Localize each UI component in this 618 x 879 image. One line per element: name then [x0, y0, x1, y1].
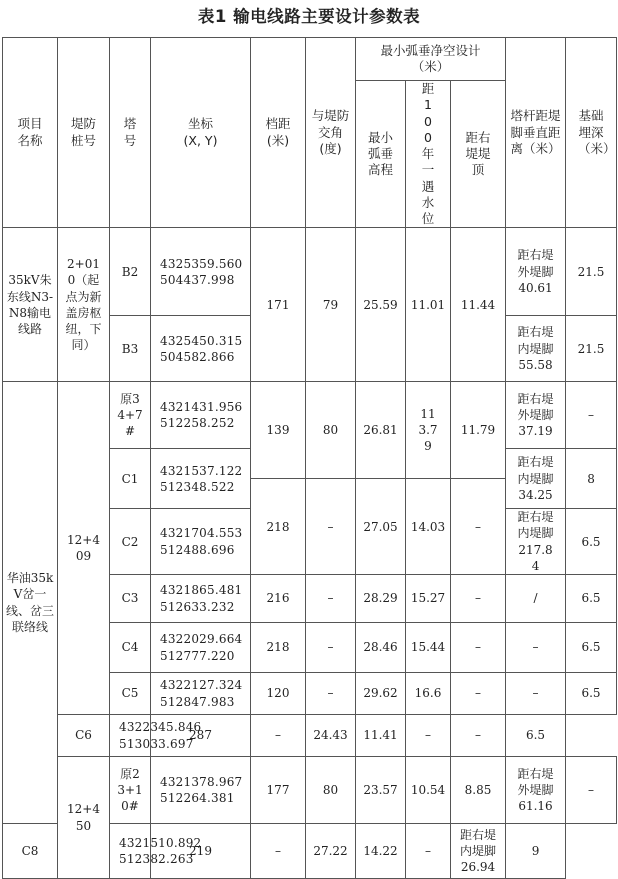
span: 120	[251, 673, 306, 715]
to-dike: –	[451, 575, 506, 623]
to-dike: –	[406, 715, 451, 757]
header-depth: 基础埋深（米）	[566, 38, 617, 228]
header-to-flood: 距100年一遇水位	[406, 81, 451, 228]
to-flood: 11.01	[406, 228, 451, 382]
min-sag: 26.81	[356, 382, 406, 479]
to-dike: 8.85	[451, 757, 506, 824]
angle: 80	[306, 382, 356, 479]
header-tower: 塔号	[110, 38, 151, 228]
header-tower-dist: 塔杆距堤脚垂直距离（米）	[506, 38, 566, 228]
angle: 80	[306, 757, 356, 824]
coordinate: 4321378.967 512264.381	[151, 757, 251, 824]
tower-id: C3	[110, 575, 151, 623]
depth: 9	[506, 824, 566, 879]
tower-id: C8	[3, 824, 58, 879]
min-sag: 28.46	[356, 623, 406, 673]
header-to-dike: 距右堤堤顶	[451, 81, 506, 228]
min-sag: 28.29	[356, 575, 406, 623]
min-sag: 27.22	[306, 824, 356, 879]
depth: 8	[566, 449, 617, 509]
coordinate: 4321704.553 512488.696	[151, 509, 251, 575]
table-title: 表1 输电线路主要设计参数表	[197, 7, 421, 26]
coordinate: 4325450.315 504582.866	[151, 316, 251, 382]
tower-dist: –	[451, 715, 506, 757]
table-row	[3, 228, 617, 316]
depth: 6.5	[566, 509, 617, 575]
span: 287	[151, 715, 251, 757]
header-project: 项目名称	[3, 38, 58, 228]
header-angle: 与堤防交角(度)	[306, 38, 356, 228]
min-sag: 29.62	[356, 673, 406, 715]
to-flood: 15.27	[406, 575, 451, 623]
min-sag: 24.43	[306, 715, 356, 757]
tower-id: C1	[110, 449, 151, 509]
stake: 12+450	[58, 757, 110, 879]
coordinate: 4322029.664 512777.220	[151, 623, 251, 673]
tower-id: C6	[58, 715, 110, 757]
stake: 12+409	[58, 382, 110, 715]
tower-id: C2	[110, 509, 151, 575]
span: 177	[251, 757, 306, 824]
tower-id: C4	[110, 623, 151, 673]
coordinate: 4325359.560 504437.998	[151, 228, 251, 316]
min-sag: 23.57	[356, 757, 406, 824]
tower-dist: 距右堤内堤脚34.25	[506, 449, 566, 509]
to-flood: 16.6	[406, 673, 451, 715]
to-flood: 11.41	[356, 715, 406, 757]
to-flood: 113.79	[406, 382, 451, 479]
angle: –	[251, 715, 306, 757]
angle: –	[306, 479, 356, 575]
header-coord-label: 坐标	[187, 116, 213, 132]
table-row	[3, 757, 617, 824]
header-coord-sub: (X, Y)	[183, 132, 218, 148]
design-parameter-table	[2, 37, 617, 879]
project-name: 华油35kV岔一线、岔三联络线	[3, 382, 58, 824]
span: 139	[251, 382, 306, 479]
tower-dist: /	[506, 575, 566, 623]
tower-dist: 距右堤内堤脚217.84	[506, 509, 566, 575]
span: 219	[151, 824, 251, 879]
to-dike: 11.79	[451, 382, 506, 479]
span: 171	[251, 228, 306, 382]
tower-id: B2	[110, 228, 151, 316]
coordinate: 4322345.846 513033.697	[110, 715, 151, 757]
coordinate: 4321510.892 512382.263	[110, 824, 151, 879]
tower-dist: 距右堤内堤脚26.94	[451, 824, 506, 879]
span: 218	[251, 623, 306, 673]
tower-id: 原23+10#	[110, 757, 151, 824]
depth: –	[566, 382, 617, 449]
tower-dist: 距右堤内堤脚55.58	[506, 316, 566, 382]
to-dike: –	[406, 824, 451, 879]
table-row	[3, 382, 617, 449]
min-sag: 25.59	[356, 228, 406, 382]
stake: 2+010（起点为新盖房枢纽，下同）	[58, 228, 110, 382]
span: 216	[251, 575, 306, 623]
depth: 6.5	[506, 715, 566, 757]
to-dike: –	[451, 479, 506, 575]
to-flood: 14.22	[356, 824, 406, 879]
to-flood: 10.54	[406, 757, 451, 824]
depth: 6.5	[566, 575, 617, 623]
depth: 6.5	[566, 673, 617, 715]
coordinate: 4321537.122 512348.522	[151, 449, 251, 509]
tower-dist: 距右堤外堤脚40.61	[506, 228, 566, 316]
tower-id: B3	[110, 316, 151, 382]
span: 218	[251, 479, 306, 575]
depth: 6.5	[566, 623, 617, 673]
min-sag: 27.05	[356, 479, 406, 575]
project-name: 35kV朱东线N3-N8输电线路	[3, 228, 58, 382]
tower-dist: –	[506, 673, 566, 715]
depth: 21.5	[566, 228, 617, 316]
tower-id: 原34+7#	[110, 382, 151, 449]
depth: 21.5	[566, 316, 617, 382]
to-dike: 11.44	[451, 228, 506, 382]
header-stake: 堤防桩号	[58, 38, 110, 228]
tower-dist: 距右堤外堤脚37.19	[506, 382, 566, 449]
coordinate: 4322127.324 512847.983	[151, 673, 251, 715]
to-flood: 15.44	[406, 623, 451, 673]
to-dike: –	[451, 673, 506, 715]
depth: –	[566, 757, 617, 824]
table-row	[3, 715, 617, 757]
angle: –	[306, 673, 356, 715]
tower-dist: 距右堤外堤脚61.16	[506, 757, 566, 824]
header-span: 档距(米)	[251, 38, 306, 228]
to-dike: –	[451, 623, 506, 673]
angle: –	[306, 623, 356, 673]
tower-id: C5	[110, 673, 151, 715]
angle: –	[306, 575, 356, 623]
coordinate: 4321865.481 512633.232	[151, 575, 251, 623]
coordinate: 4321431.956 512258.252	[151, 382, 251, 449]
header-clearance-group: 最小弧垂净空设计（米）	[356, 38, 506, 81]
tower-dist: –	[506, 623, 566, 673]
header-coord	[151, 38, 251, 228]
to-flood: 14.03	[406, 479, 451, 575]
angle: 79	[306, 228, 356, 382]
header-min-sag: 最小弧垂高程	[356, 81, 406, 228]
angle: –	[251, 824, 306, 879]
